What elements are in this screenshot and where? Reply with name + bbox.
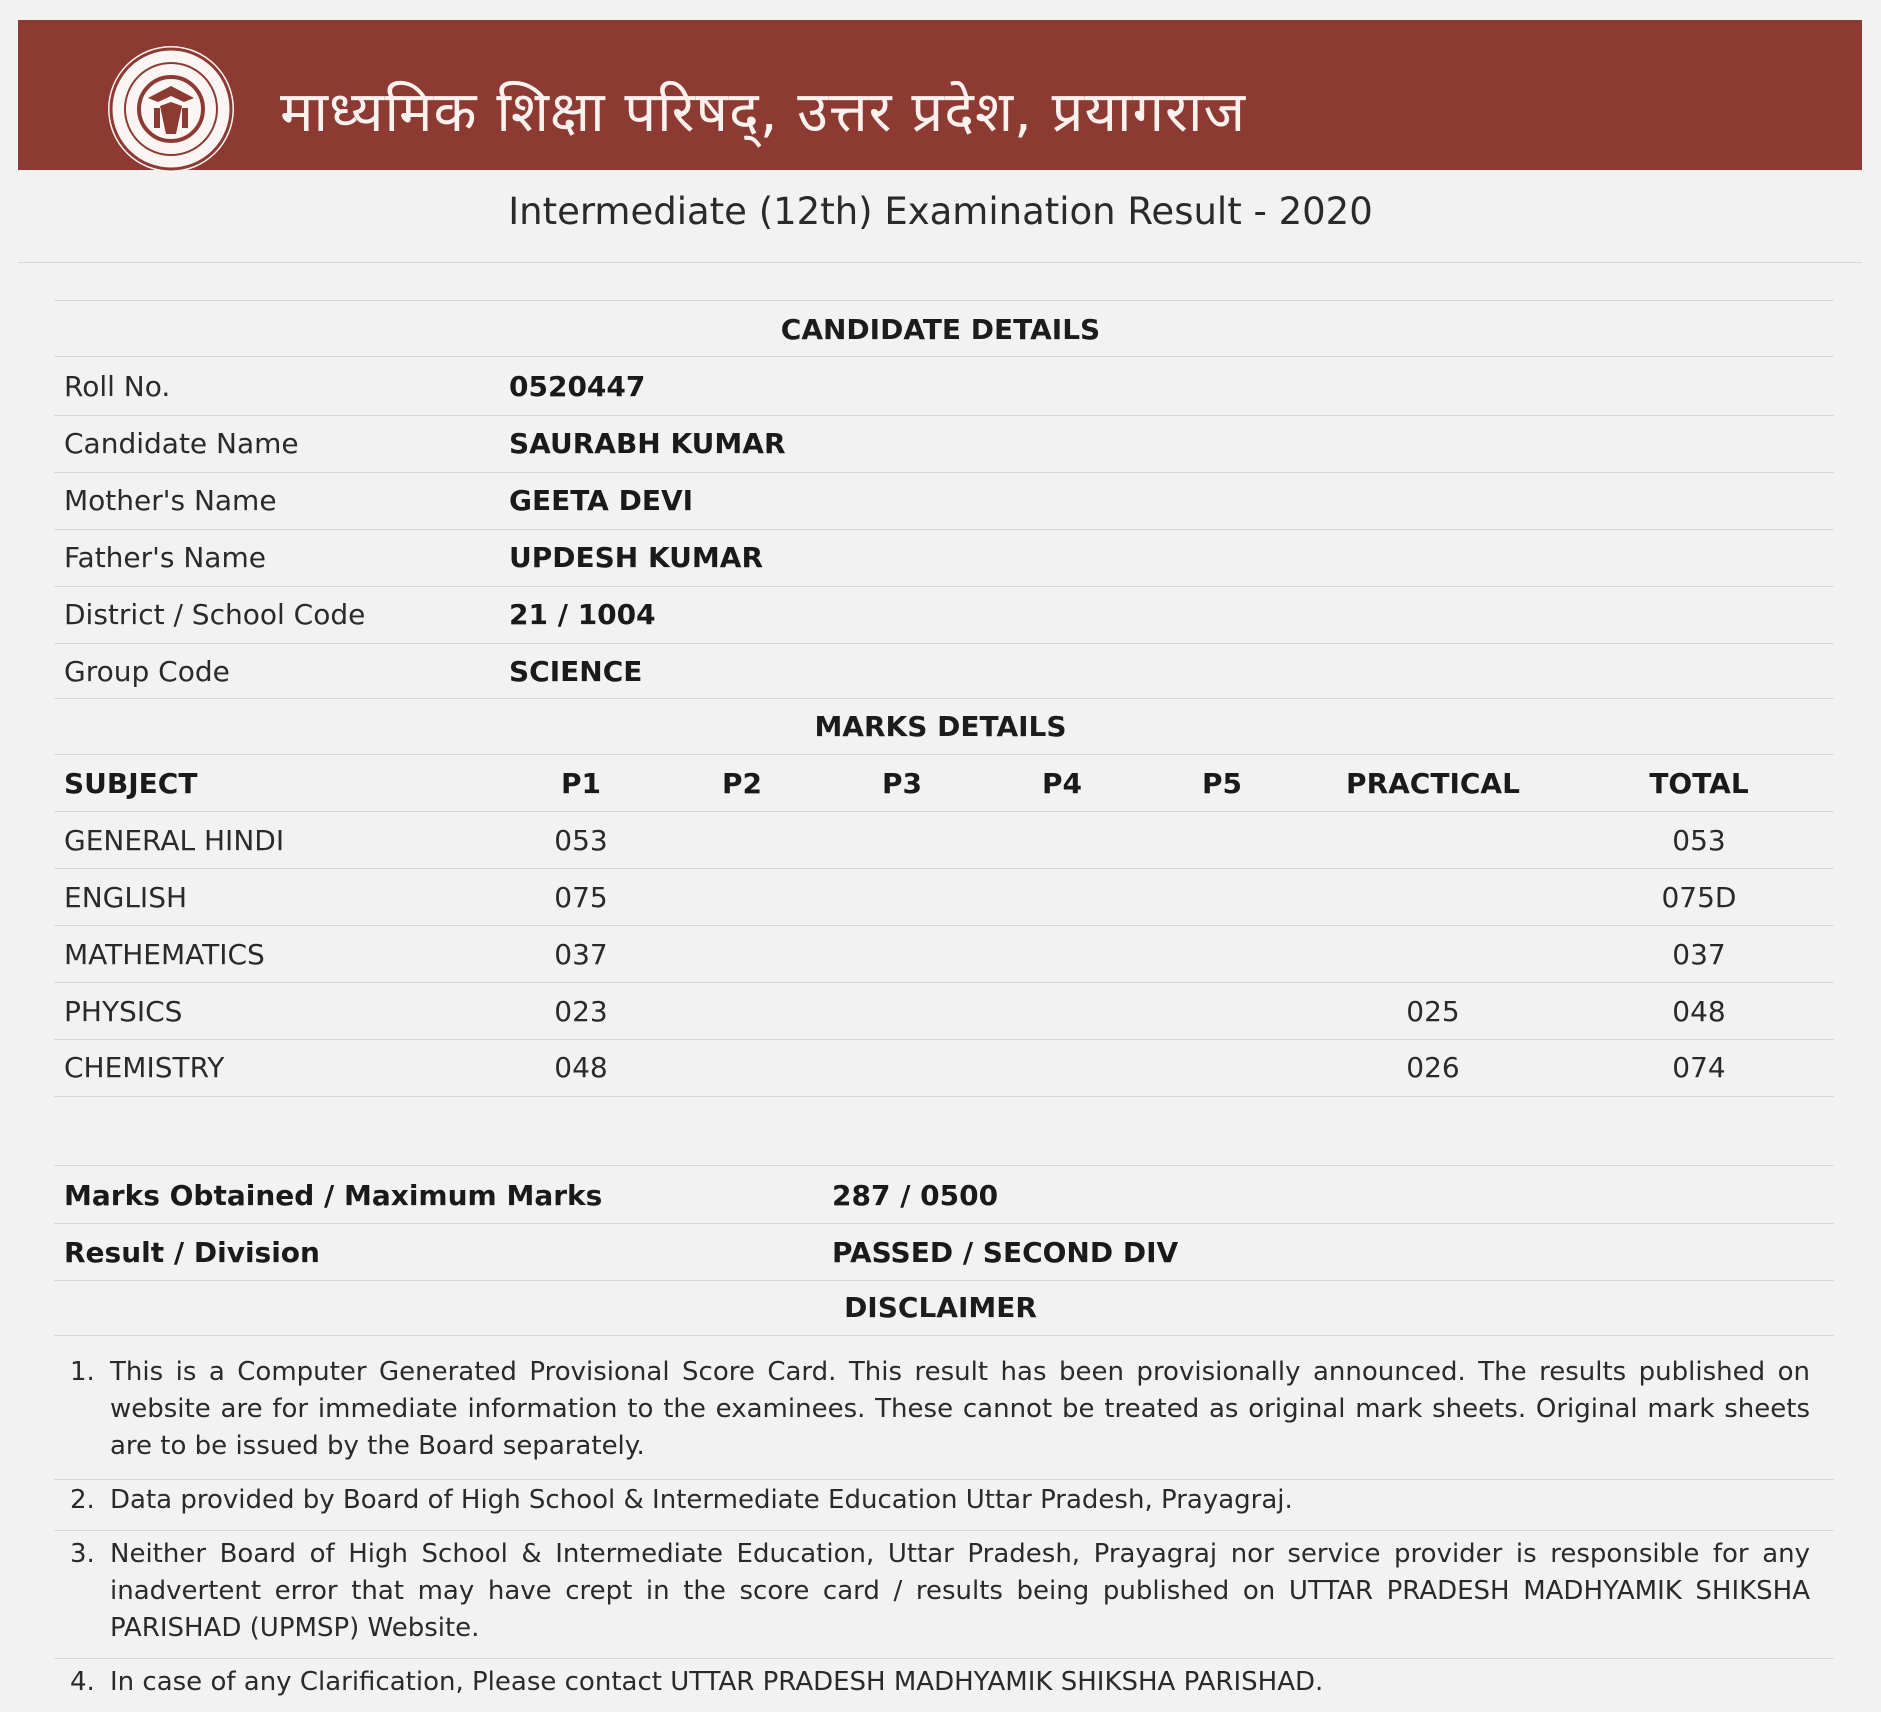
field-label: Father's Name	[64, 541, 266, 574]
marks-summary-row	[54, 1168, 1834, 1224]
total-cell: 074	[1672, 1051, 1726, 1084]
divider	[54, 1479, 1834, 1480]
divider	[54, 1165, 1834, 1166]
practical-cell: 026	[1406, 1051, 1460, 1084]
divider	[54, 754, 1834, 755]
candidate-row-mother	[54, 473, 1834, 529]
result-label: Result / Division	[64, 1236, 320, 1269]
table-row	[54, 1040, 1834, 1096]
result-row	[54, 1225, 1834, 1281]
disclaimer-text: In case of any Clarification, Please contact UTTAR PRADESH MADHYAMIK SHIKSHA PARISHAD.	[110, 1667, 1324, 1697]
field-label: Candidate Name	[64, 427, 299, 460]
subject-cell: PHYSICS	[64, 995, 183, 1028]
divider	[54, 1280, 1834, 1281]
p1-cell: 023	[554, 995, 608, 1028]
divider	[54, 811, 1834, 812]
p1-cell: 037	[554, 938, 608, 971]
marks-obtained-value: 287 / 0500	[832, 1179, 999, 1212]
col-subject: SUBJECT	[64, 767, 198, 800]
total-cell: 037	[1672, 938, 1726, 971]
marks-header-row	[54, 756, 1834, 812]
divider	[54, 982, 1834, 983]
col-p3: P3	[881, 767, 923, 800]
divider	[54, 1223, 1834, 1224]
col-total: TOTAL	[1649, 767, 1749, 800]
table-row	[54, 984, 1834, 1040]
divider	[54, 1530, 1834, 1531]
col-p4: P4	[1041, 767, 1083, 800]
divider	[54, 868, 1834, 869]
disclaimer-heading: DISCLAIMER	[844, 1291, 1037, 1324]
divider	[54, 300, 1834, 301]
field-label: Group Code	[64, 655, 230, 688]
field-value: SCIENCE	[509, 655, 643, 688]
field-label: Roll No.	[64, 370, 171, 403]
total-cell: 053	[1672, 824, 1726, 857]
table-row	[54, 927, 1834, 983]
upmsp-seal-icon	[108, 46, 234, 172]
divider	[54, 1335, 1834, 1336]
p1-cell: 048	[554, 1051, 608, 1084]
candidate-row-district	[54, 587, 1834, 643]
total-cell: 075D	[1661, 881, 1737, 914]
table-row	[54, 870, 1834, 926]
divider	[18, 262, 1862, 263]
subject-cell: CHEMISTRY	[64, 1051, 225, 1084]
candidate-row-roll	[54, 359, 1834, 415]
board-title: माध्यमिक शिक्षा परिषद्, उत्तर प्रदेश, प्रयागराज	[280, 80, 1246, 145]
field-value: GEETA DEVI	[509, 484, 694, 517]
p1-cell: 075	[554, 881, 608, 914]
header-banner	[18, 20, 1862, 170]
field-value: UPDESH KUMAR	[509, 541, 764, 574]
field-label: District / School Code	[64, 598, 366, 631]
candidate-row-father	[54, 530, 1834, 586]
subject-cell: MATHEMATICS	[64, 938, 265, 971]
candidate-row-group	[54, 644, 1834, 700]
col-p2: P2	[721, 767, 763, 800]
marks-details-heading: MARKS DETAILS	[814, 710, 1067, 743]
candidate-row-name	[54, 416, 1834, 472]
field-value: 0520447	[509, 370, 646, 403]
table-row	[54, 813, 1834, 869]
col-practical: PRACTICAL	[1346, 767, 1520, 800]
field-value: SAURABH KUMAR	[509, 427, 786, 460]
result-value: PASSED / SECOND DIV	[832, 1236, 1179, 1269]
divider	[54, 698, 1834, 699]
divider	[54, 1096, 1834, 1097]
exam-title: Intermediate (12th) Examination Result - 2020	[508, 190, 1373, 233]
total-cell: 048	[1672, 995, 1726, 1028]
divider	[54, 356, 1834, 357]
col-p1: P1	[560, 767, 602, 800]
practical-cell: 025	[1406, 995, 1460, 1028]
col-p5: P5	[1201, 767, 1243, 800]
subject-cell: GENERAL HINDI	[64, 824, 285, 857]
divider	[54, 1658, 1834, 1659]
divider	[54, 925, 1834, 926]
disclaimer-text: Neither Board of High School & Intermediate Education, Uttar Pradesh, Prayagraj nor service provider is responsible for any inadvertent error that may have crept in the score card / results being published on UTTAR PRADESH MADHYAMIK SHIKSHA PARISHAD (UPMSP) Website.	[110, 1539, 1810, 1643]
candidate-details-heading: CANDIDATE DETAILS	[780, 313, 1101, 346]
field-value: 21 / 1004	[509, 598, 656, 631]
disclaimer-text: This is a Computer Generated Provisional Score Card. This result has been provisionally announced. The results published on website are for immediate information to the examinees. These cannot be treated as original mark sheets. Original mark sheets are to be issued by the Board separately.	[110, 1357, 1810, 1461]
disclaimer-text: Data provided by Board of High School & Intermediate Education Uttar Pradesh, Prayagraj.	[110, 1485, 1293, 1515]
field-label: Mother's Name	[64, 484, 277, 517]
subject-cell: ENGLISH	[64, 881, 188, 914]
p1-cell: 053	[554, 824, 608, 857]
marks-obtained-label: Marks Obtained / Maximum Marks	[64, 1179, 603, 1212]
